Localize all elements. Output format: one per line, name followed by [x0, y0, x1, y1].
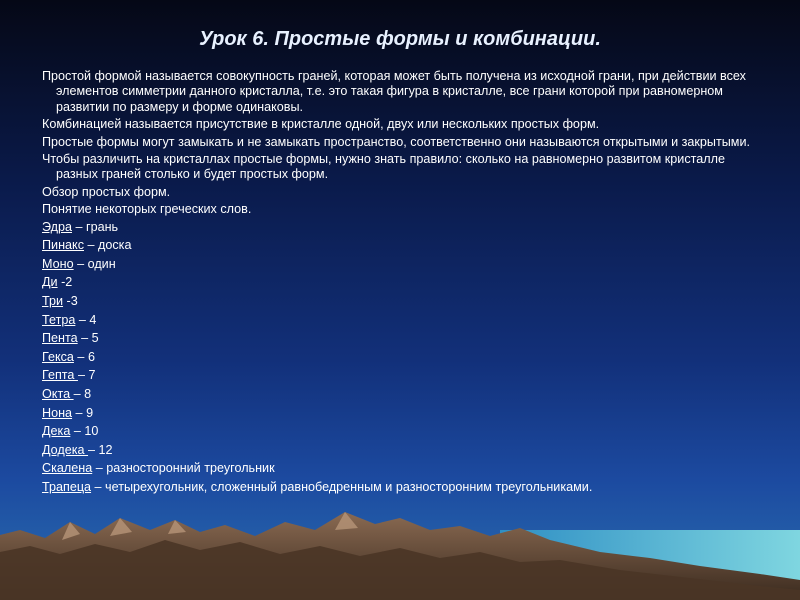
term-link[interactable]: Ди [42, 275, 58, 290]
term-meaning: – 12 [88, 442, 113, 457]
word-row [42, 461, 758, 476]
term-meaning: – 5 [77, 331, 99, 346]
paragraph: Чтобы различить на кристаллах простые формы, нужно знать правило: сколько на равномерно развитом кристалле разных граней столько и будет простых форм. [42, 152, 725, 182]
term-link[interactable]: Дека [42, 424, 71, 439]
term-link[interactable]: Гекса [42, 349, 74, 364]
word-row [42, 313, 758, 328]
word-row [42, 331, 758, 346]
slide-content [42, 69, 758, 499]
term-meaning: – один [73, 256, 116, 271]
term-link[interactable]: Три [42, 294, 64, 309]
term-link[interactable]: Нона [42, 405, 73, 420]
word-row [42, 368, 758, 383]
word-row [42, 294, 758, 309]
paragraph: Комбинацией называется присутствие в кристалле одной, двух или нескольких простых форм. [42, 117, 600, 132]
term-link[interactable]: Гепта [42, 368, 78, 383]
word-row [42, 220, 758, 235]
term-link[interactable]: Скалена [42, 461, 93, 476]
term-meaning: – 7 [77, 368, 96, 383]
term-meaning: -2 [57, 275, 73, 290]
word-row [42, 238, 758, 253]
term-meaning: – 4 [75, 312, 97, 327]
word-row [42, 443, 758, 458]
word-row [42, 480, 758, 495]
word-row [42, 387, 758, 402]
slide-title: Урок 6. Простые формы и комбинации. [199, 28, 601, 50]
term-meaning: – доска [84, 238, 132, 253]
term-meaning: – 6 [73, 349, 95, 364]
word-row [42, 406, 758, 421]
term-meaning: – 8 [73, 387, 92, 401]
term-meaning: – 9 [72, 405, 94, 420]
word-row [42, 424, 758, 439]
term-link[interactable]: Моно [42, 256, 74, 271]
term-meaning: – 10 [70, 424, 99, 439]
term-meaning: – разносторонний треугольник [92, 461, 275, 476]
term-link[interactable]: Трапеца [42, 479, 92, 494]
paragraph: Обзор простых форм. [42, 184, 171, 199]
term-link[interactable]: Эдра [42, 219, 72, 234]
term-link[interactable]: Пента [42, 331, 78, 346]
term-link[interactable]: Пинакс [42, 238, 84, 253]
paragraph: Понятие некоторых греческих слов. [42, 202, 252, 217]
word-row [42, 275, 758, 290]
term-meaning: – грань [72, 219, 119, 234]
term-meaning: – четырехугольник, сложенный равнобедренным и разносторонним треугольниками. [91, 479, 593, 494]
term-meaning: -3 [63, 294, 78, 309]
paragraph: Простые формы могут замыкать и не замыкать пространство, соответственно они называются открытыми и закрытыми. [42, 134, 750, 149]
paragraph: Простой формой называется совокупность граней, которая может быть получена из исходной грани, при действии всех элементов симметрии данного кристалла, т.е. это такая фигура в кристалле, все грани которой при равномерном развитии по размеру и форме одинаковы. [42, 69, 746, 114]
term-link[interactable]: Тетра [42, 312, 76, 327]
word-row [42, 350, 758, 365]
word-row [42, 257, 758, 272]
mountains-illustration [0, 500, 800, 600]
term-link[interactable]: Окта [42, 387, 74, 401]
term-link[interactable]: Додека [42, 442, 89, 457]
